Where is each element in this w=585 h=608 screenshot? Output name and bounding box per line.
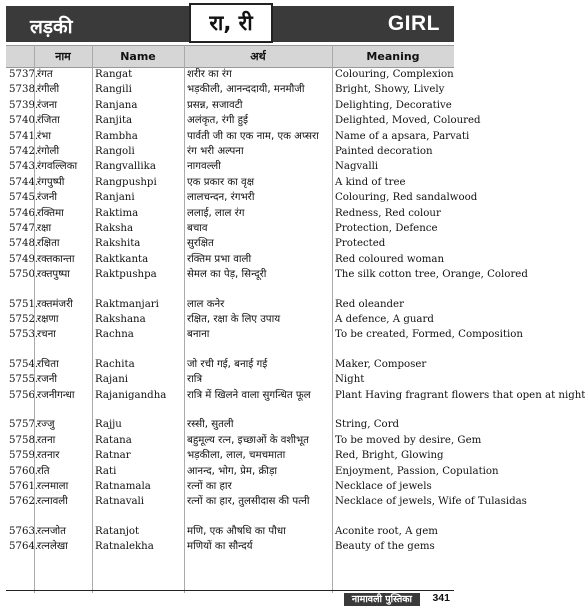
meaning: Beauty of the gems [335,541,435,553]
col-number-header [6,46,34,68]
meaning: Bright, Showy, Lively [335,84,445,96]
hindi-name: रत्नलेखा [37,541,68,553]
name: Rambha [95,130,138,142]
name: Rajju [95,419,122,431]
table-row [6,328,454,358]
entry-number: 5741. [9,130,39,142]
hindi-meaning: पार्वती जी का एक नाम, एक अप्सरा [187,130,319,142]
meaning: Enjoyment, Passion, Copulation [335,465,499,477]
table-row [6,298,454,313]
col-name-header: Name [92,46,184,68]
hindi-name: रंजनी [37,192,58,204]
hindi-meaning: भड़कीला, लाल, चमचमाता [187,450,286,462]
name: Rati [95,465,117,477]
table-row [6,358,454,373]
meaning: To be moved by desire, Gem [335,434,482,446]
table-row [6,207,454,222]
name: Raktima [95,207,139,219]
names-table [6,45,585,556]
name: Ratnamala [95,480,151,492]
hindi-name: रति [37,465,50,477]
hindi-meaning: रत्नों का हार [187,480,232,492]
column-divider [34,45,35,593]
entry-number: 5751. [9,298,39,310]
english-title: GIRL [387,12,440,35]
table-row [6,222,454,237]
table-body [6,68,585,556]
hindi-meaning: लाल कनेर [187,298,225,310]
hindi-meaning: नागवल्ली [187,161,221,173]
entry-number: 5745. [9,192,39,204]
hindi-name: रजनीगन्धा [37,389,75,401]
table-row [6,99,454,114]
hindi-meaning: मणियों का सौन्दर्य [187,541,253,553]
hindi-meaning: रात्रि [187,374,203,386]
meaning: Nagvalli [335,161,379,173]
entry-number: 5746. [9,207,39,219]
meaning: Protection, Defence [335,222,438,234]
col-hindi-meaning-header: अर्थ [184,46,332,68]
entry-number: 5743. [9,161,39,173]
hindi-name: रक्तमंजरी [37,298,73,310]
hindi-meaning: शरीर का रंग [187,69,232,80]
hindi-name: रंगपुष्पी [37,176,65,188]
meaning: Delighting, Decorative [335,99,452,111]
name: Rakshita [95,238,141,250]
meaning: A kind of tree [335,176,406,188]
hindi-name: रचिता [37,359,59,371]
entry-number: 5750. [9,269,39,281]
name: Rachna [95,329,134,341]
table-row [6,540,454,555]
meaning: To be created, Formed, Composition [335,329,523,341]
hindi-meaning: अलंकृत, रंगी हुई [187,115,248,127]
name: Rajanigandha [95,389,167,401]
table-row [6,268,454,298]
col-meaning-header: Meaning [332,46,454,68]
table-row [6,68,454,84]
name: Ratnalekha [95,541,154,553]
table-row [6,145,454,160]
meaning: Red coloured woman [335,253,445,265]
entry-number: 5757. [9,419,39,431]
meaning: String, Cord [335,419,400,431]
table-row [6,480,454,495]
name: Rangpushpi [95,176,157,188]
hindi-name: रक्षा [37,222,52,234]
name: Raktpushpa [95,269,157,281]
table-row [6,160,454,175]
entry-number: 5747. [9,222,39,234]
syllable-box: रा, री [189,3,273,43]
col-hindi-name-header: नाम [34,46,92,68]
hindi-meaning: सुरक्षित [187,238,214,250]
table-row [6,389,454,419]
hindi-name: रत्नावली [37,496,68,508]
entry-number: 5749. [9,253,39,265]
name: Raktmanjari [95,298,159,310]
hindi-meaning: बचाव [187,222,208,234]
name: Rachita [95,359,135,371]
hindi-meaning: रंग भरी अल्पना [187,145,244,157]
hindi-meaning: रत्नों का हार, तुलसीदास की पत्नी [187,496,310,508]
hindi-name: रक्तपुष्पा [37,269,70,281]
hindi-meaning: सेमल का पेड़, सिन्दूरी [187,269,267,281]
meaning: Protected [335,238,386,250]
name: Rajani [95,374,129,386]
hindi-name: रक्तिमा [37,207,64,219]
meaning: Red oleander [335,298,404,310]
entry-number: 5756. [9,389,39,401]
hindi-meaning: लालचन्दन, रंगभरी [187,192,255,204]
hindi-meaning: भड़कीली, आनन्ददायी, मनमौजी [187,84,305,96]
column-divider [184,45,185,593]
entry-number: 5737. [9,69,39,80]
meaning: Necklace of jewels, Wife of Tulasidas [335,496,527,508]
table-row [6,313,454,328]
name: Rangoli [95,145,135,157]
meaning: Night [335,374,365,386]
entry-number: 5748. [9,238,39,250]
meaning: A defence, A guard [335,314,434,326]
entry-number: 5752. [9,314,39,326]
entry-number: 5764. [9,541,39,553]
table-row [6,449,454,464]
entry-number: 5738. [9,84,39,96]
entry-number: 5755. [9,374,39,386]
hindi-name: रक्षणा [37,314,59,326]
meaning: Name of a apsara, Parvati [335,130,470,142]
table-header-row [6,46,454,68]
hindi-name: रंभा [37,130,51,142]
name: Raktkanta [95,253,149,265]
hindi-meaning: एक प्रकार का वृक्ष [187,176,255,188]
meaning: Colouring, Red sandalwood [335,192,478,204]
hindi-meaning: रात्रि में खिलने वाला सुगन्धित फूल [187,389,311,401]
hindi-meaning: ललाई, लाल रंग [187,207,245,219]
page-number: 341 [432,592,450,604]
entry-number: 5742. [9,145,39,157]
entry-number: 5758. [9,434,39,446]
hindi-meaning: बनाना [187,329,210,341]
table-row [6,434,454,449]
page-footer [6,590,454,607]
hindi-name: रक्षिता [37,238,60,250]
table-row [6,114,454,129]
meaning: Aconite root, A gem [335,525,438,537]
column-divider [332,45,333,593]
hindi-name: रतनार [37,450,60,462]
hindi-meaning: रक्तिम प्रभा वाली [187,253,252,265]
hindi-name: रत्नमाला [37,480,69,492]
table-row [6,191,454,206]
hindi-name: रंजिता [37,115,60,127]
entry-number: 5761. [9,480,39,492]
hindi-meaning: आनन्द, भोग, प्रेम, क्रीड़ा [187,465,278,477]
table-row [6,418,454,433]
name: Rangvallika [95,161,156,173]
table-row [6,176,454,191]
hindi-name: रंगत [37,69,53,80]
name: Rangili [95,84,132,96]
name: Ranjana [95,99,138,111]
meaning: Plant Having fragrant flowers that open at night [335,389,585,401]
table-row [6,495,454,525]
page-banner [6,6,454,42]
hindi-name: रजनी [37,374,58,386]
entry-number: 5760. [9,465,39,477]
hindi-meaning: मणि, एक औषधि का पौधा [187,525,286,537]
entry-number: 5739. [9,99,39,111]
entry-number: 5762. [9,496,39,508]
entry-number: 5744. [9,176,39,188]
hindi-meaning: प्रसन्न, सजावटी [187,99,243,111]
table-row [6,130,454,145]
name: Rakshana [95,314,146,326]
hindi-name: रंजना [37,99,58,111]
table-row [6,465,454,480]
table-row [6,525,454,540]
name: Ratnavali [95,496,145,508]
hindi-meaning: रक्षित, रक्षा के लिए उपाय [187,314,281,326]
hindi-name: रज्जु [37,419,55,431]
column-divider [92,45,93,593]
hindi-title: लड़की [30,16,73,38]
table-row [6,373,454,388]
name: Ranjita [95,115,133,127]
meaning: Painted decoration [335,145,433,157]
hindi-name: रंगीली [37,84,60,96]
hindi-name: रंगोली [37,145,60,157]
book-name: नामावली पुस्तिका [344,593,420,606]
hindi-meaning: रस्सी, सुतली [187,419,234,431]
hindi-name: रंगवल्लिका [37,161,78,173]
entry-number: 5754. [9,359,39,371]
meaning: Delighted, Moved, Coloured [335,115,481,127]
name: Ratana [95,434,132,446]
meaning: Red, Bright, Glowing [335,450,444,462]
hindi-meaning: बहुमूल्य रत्न, इच्छाओं के वशीभूत [187,434,309,446]
meaning: Necklace of jewels [335,480,432,492]
entry-number: 5759. [9,450,39,462]
hindi-name: रत्नजोत [37,525,66,537]
entry-number: 5763. [9,525,39,537]
hindi-name: रचना [37,329,56,341]
table-row [6,253,454,268]
meaning: The silk cotton tree, Orange, Colored [335,269,528,281]
name: Ratanjot [95,525,140,537]
name: Raksha [95,222,134,234]
meaning: Maker, Composer [335,359,427,371]
name: Ranjani [95,192,135,204]
table-row [6,237,454,252]
meaning: Colouring, Complexion [335,69,454,80]
meaning: Redness, Red colour [335,207,441,219]
hindi-name: रक्तकान्ता [37,253,75,265]
hindi-meaning: जो रची गई, बनाई गई [187,359,268,371]
name: Rangat [95,69,133,80]
table-row [6,83,454,98]
name: Ratnar [95,450,131,462]
hindi-name: रतना [37,434,56,446]
entry-number: 5753. [9,329,39,341]
entry-number: 5740. [9,115,39,127]
